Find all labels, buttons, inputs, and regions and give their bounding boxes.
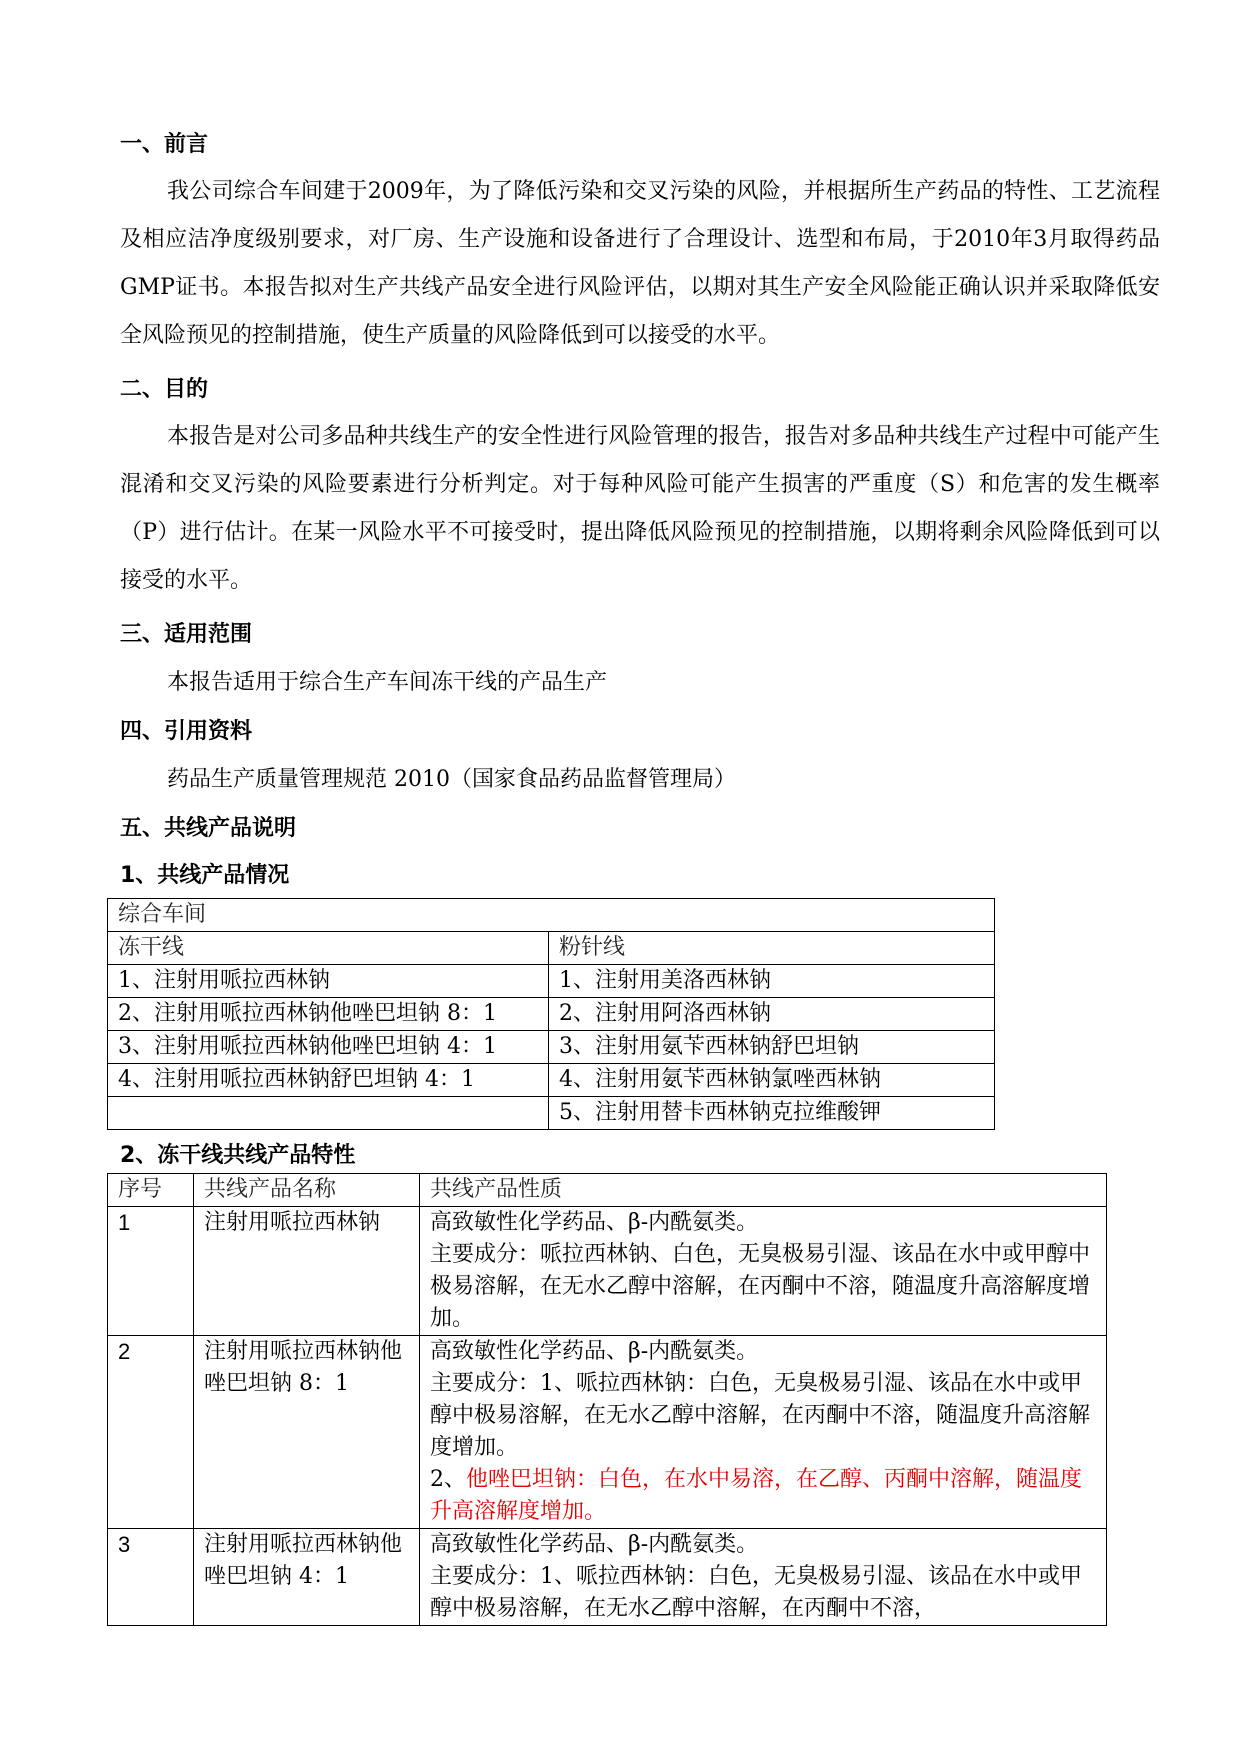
table-row bbox=[108, 1207, 1107, 1336]
row-number: 3 bbox=[108, 1529, 194, 1626]
property-line: 高致敏性化学药品、β-内酰氨类。 bbox=[430, 1532, 759, 1557]
column-header-number: 序号 bbox=[108, 1174, 194, 1207]
property-line: 高致敏性化学药品、β-内酰氨类。 bbox=[430, 1210, 759, 1235]
table-cell: 3、注射用氨苄西林钠舒巴坦钠 bbox=[549, 1031, 995, 1064]
table-cell: 2、注射用阿洛西林钠 bbox=[549, 998, 995, 1031]
column-header-product-property: 共线产品性质 bbox=[420, 1174, 1107, 1207]
property-line: 主要成分：1、哌拉西林钠：白色，无臭极易引湿、该品在水中或甲醇中极易溶解，在无水乙醇中溶解，在丙酮中不溶，随温度升高溶解度增加。 bbox=[430, 1371, 1091, 1460]
highlighted-property-text: 他唑巴坦钠：白色，在水中易溶，在乙醇、丙酮中溶解，随温度升高溶解度增加。 bbox=[430, 1467, 1083, 1524]
section-heading-purpose: 二、目的 bbox=[120, 377, 209, 402]
product-property bbox=[420, 1529, 1107, 1626]
section-heading-shared-line: 五、共线产品说明 bbox=[120, 816, 297, 841]
table-cell bbox=[108, 1097, 549, 1130]
row-number: 2 bbox=[108, 1336, 194, 1529]
references-paragraph: 药品生产质量管理规范 2010（国家食品药品监督管理局） bbox=[167, 767, 736, 792]
foreword-paragraph: 我公司综合车间建于2009年，为了降低污染和交叉污染的风险，并根据所生产药品的特性、工艺流程及相应洁净度级别要求，对厂房、生产设施和设备进行了合理设计、选型和布局，于2010年3月取得药品GMP证书。本报告拟对生产共线产品安全进行风险评估，以期对其生产安全风险能正确认识并采取降低安全风险预见的控制措施，使生产质量的风险降低到可以接受的水平。 bbox=[120, 179, 1160, 348]
column-header-lyophilization: 冻干线 bbox=[108, 932, 549, 965]
table-cell: 5、注射用替卡西林钠克拉维酸钾 bbox=[549, 1097, 995, 1130]
table-row bbox=[108, 1529, 1107, 1626]
table-row bbox=[108, 965, 995, 998]
column-header-product-name: 共线产品名称 bbox=[194, 1174, 420, 1207]
property-prefix: 2、 bbox=[430, 1467, 466, 1492]
product-name: 注射用哌拉西林钠他唑巴坦钠 8：1 bbox=[194, 1336, 420, 1529]
section-heading-foreword: 一、前言 bbox=[120, 132, 209, 157]
table-row bbox=[108, 1064, 995, 1097]
table-header-row bbox=[108, 1174, 1107, 1207]
product-property bbox=[420, 1336, 1107, 1529]
subheading-shared-products: 1、共线产品情况 bbox=[120, 863, 290, 888]
column-header-powder-injection: 粉针线 bbox=[549, 932, 995, 965]
scope-paragraph: 本报告适用于综合生产车间冻干线的产品生产 bbox=[167, 670, 608, 695]
table-row bbox=[108, 998, 995, 1031]
table-cell: 3、注射用哌拉西林钠他唑巴坦钠 4：1 bbox=[108, 1031, 549, 1064]
table-row bbox=[108, 1097, 995, 1130]
purpose-paragraph: 本报告是对公司多品种共线生产的安全性进行风险管理的报告，报告对多品种共线生产过程中可能产生混淆和交叉污染的风险要素进行分析判定。对于每种风险可能产生损害的严重度（S）和危害的发生概率（P）进行估计。在某一风险水平不可接受时，提出降低风险预见的控制措施，以期将剩余风险降低到可以接受的水平。 bbox=[120, 424, 1160, 593]
table-cell: 4、注射用哌拉西林钠舒巴坦钠 4：1 bbox=[108, 1064, 549, 1097]
section-heading-scope: 三、适用范围 bbox=[120, 622, 253, 647]
property-line: 主要成分：哌拉西林钠、白色，无臭极易引湿、该品在水中或甲醇中极易溶解，在无水乙醇中溶解，在丙酮中不溶，随温度升高溶解度增加。 bbox=[430, 1242, 1091, 1331]
table-cell: 2、注射用哌拉西林钠他唑巴坦钠 8：1 bbox=[108, 998, 549, 1031]
property-line: 高致敏性化学药品、β-内酰氨类。 bbox=[430, 1339, 759, 1364]
table-row bbox=[108, 1031, 995, 1064]
product-properties-table bbox=[107, 1173, 1107, 1626]
section-heading-references: 四、引用资料 bbox=[120, 719, 253, 744]
table-cell: 4、注射用氨苄西林钠氯唑西林钠 bbox=[549, 1064, 995, 1097]
subheading-product-properties: 2、冻干线共线产品特性 bbox=[120, 1143, 356, 1168]
table-row bbox=[108, 1336, 1107, 1529]
shared-products-table bbox=[107, 898, 995, 1130]
product-property bbox=[420, 1207, 1107, 1336]
table-title-cell: 综合车间 bbox=[108, 899, 995, 932]
table-cell: 1、注射用哌拉西林钠 bbox=[108, 965, 549, 998]
product-name: 注射用哌拉西林钠他唑巴坦钠 4：1 bbox=[194, 1529, 420, 1626]
row-number: 1 bbox=[108, 1207, 194, 1336]
table-cell: 1、注射用美洛西林钠 bbox=[549, 965, 995, 998]
property-line: 主要成分：1、哌拉西林钠：白色，无臭极易引湿、该品在水中或甲醇中极易溶解，在无水乙醇中溶解，在丙酮中不溶， bbox=[430, 1564, 1082, 1621]
product-name: 注射用哌拉西林钠 bbox=[194, 1207, 420, 1336]
property-line bbox=[430, 1464, 1096, 1528]
